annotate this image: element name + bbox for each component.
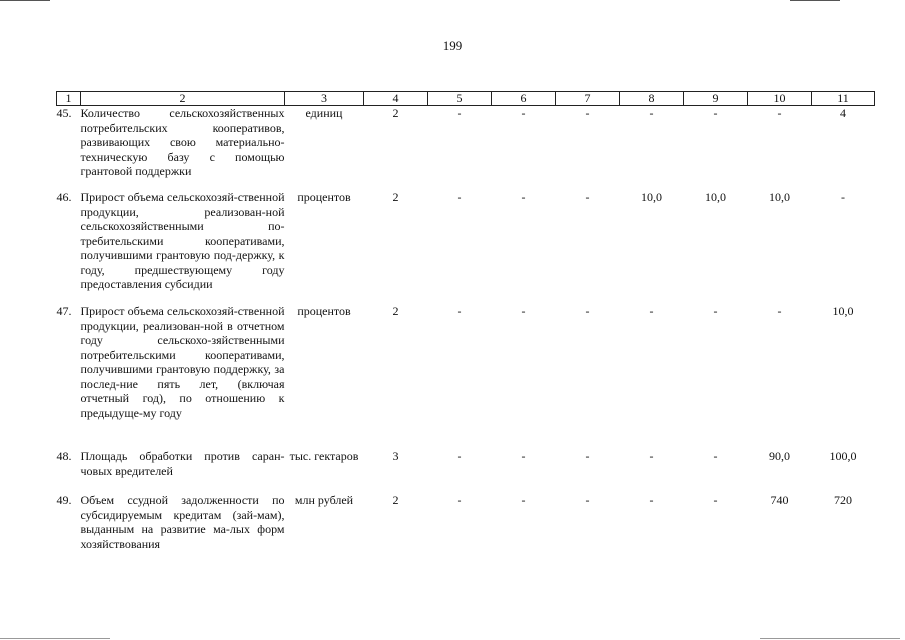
column-header: 1 [57,92,81,106]
value-cell: 10,0 [769,190,790,204]
table-row [57,447,875,491]
value-cell: - [521,190,526,204]
column-header: 8 [620,92,684,106]
value-cell: - [457,493,462,507]
unit-cell: млн рублей [294,493,354,507]
column-header: 6 [492,92,556,106]
value-cell: 2 [392,304,399,318]
value-cell: 10,0 [641,190,662,204]
value-cell: 720 [834,493,852,507]
scan-edge-mark [790,0,840,1]
page-number: 199 [442,38,463,53]
value-cell: - [521,106,526,120]
column-header: 10 [748,92,812,106]
table-row [57,188,875,302]
indicator-description: Прирост объема сельскохозяй-ственной продукции, реализован-ной в отчетном году сельскохо-зяйственными потребительскими кооперативами, получившими грантовую поддержку, за послед-ние пять лет, (включая отчетный год), по отношению к предыдуще-му году [80,304,285,420]
value-cell: 3 [392,449,399,463]
value-cell: - [585,190,590,204]
value-cell: - [713,449,718,463]
value-cell: 2 [392,106,399,120]
row-number: 48. [56,449,72,463]
table-header-row [57,92,875,106]
value-cell: 100,0 [829,449,857,463]
value-cell: - [457,304,462,318]
value-cell: - [521,493,526,507]
column-header: 2 [81,92,285,106]
column-header: 9 [684,92,748,106]
table-row [57,106,875,189]
column-header: 5 [428,92,492,106]
table-row [57,302,875,447]
unit-cell: процентов [297,304,351,318]
column-header: 3 [285,92,364,106]
value-cell: - [585,304,590,318]
row-number: 46. [56,190,72,204]
value-cell: 10,0 [832,304,854,318]
value-cell: - [649,106,654,120]
value-cell: - [457,190,462,204]
unit-cell: тыс. гектаров [289,449,359,463]
row-number: 49. [56,493,72,507]
value-cell: 4 [840,106,846,120]
value-cell: - [649,493,654,507]
value-cell: 2 [392,493,399,507]
value-cell: - [649,304,654,318]
value-cell: 740 [770,493,789,507]
value-cell: - [713,106,718,120]
value-cell: 10,0 [705,190,726,204]
value-cell: 2 [392,190,399,204]
value-cell: - [649,449,654,463]
value-cell: - [777,106,782,120]
column-header: 7 [556,92,620,106]
value-cell: - [521,304,526,318]
value-cell: - [585,449,590,463]
value-cell: - [457,106,462,120]
unit-cell: процентов [297,190,351,204]
indicator-description: Количество сельскохозяйственных потребительских кооперативов, развивающих свою материально-техническую базу с помощью грантовой поддержки [80,106,285,178]
indicator-description: Площадь обработки против саран-човых вредителей [80,449,285,478]
indicators-table [56,91,875,553]
scan-edge-mark [0,638,110,639]
value-cell: - [713,304,718,318]
table-row [57,491,875,553]
column-header: 11 [812,92,875,106]
value-cell: - [841,190,845,204]
value-cell: - [713,493,718,507]
unit-cell: единиц [305,106,343,120]
value-cell: - [521,449,526,463]
value-cell: - [585,493,590,507]
value-cell: 90,0 [769,449,790,463]
row-number: 45. [56,106,72,120]
row-number: 47. [56,304,72,318]
scan-edge-mark [0,0,50,1]
value-cell: - [777,304,782,318]
value-cell: - [457,449,462,463]
scan-edge-mark [760,638,900,639]
value-cell: - [585,106,590,120]
column-header: 4 [364,92,428,106]
indicator-description: Прирост объема сельскохозяй-ственной продукции, реализован-ной сельскохозяйственными по-требительскими кооперативами, получившими грантовую под-держку, к году, предшествующему году предоставления субсидии [80,190,285,291]
indicator-description: Объем ссудной задолженности по субсидируемым кредитам (зай-мам), выданным на развитие ма-лых форм хозяйствования [80,493,285,551]
